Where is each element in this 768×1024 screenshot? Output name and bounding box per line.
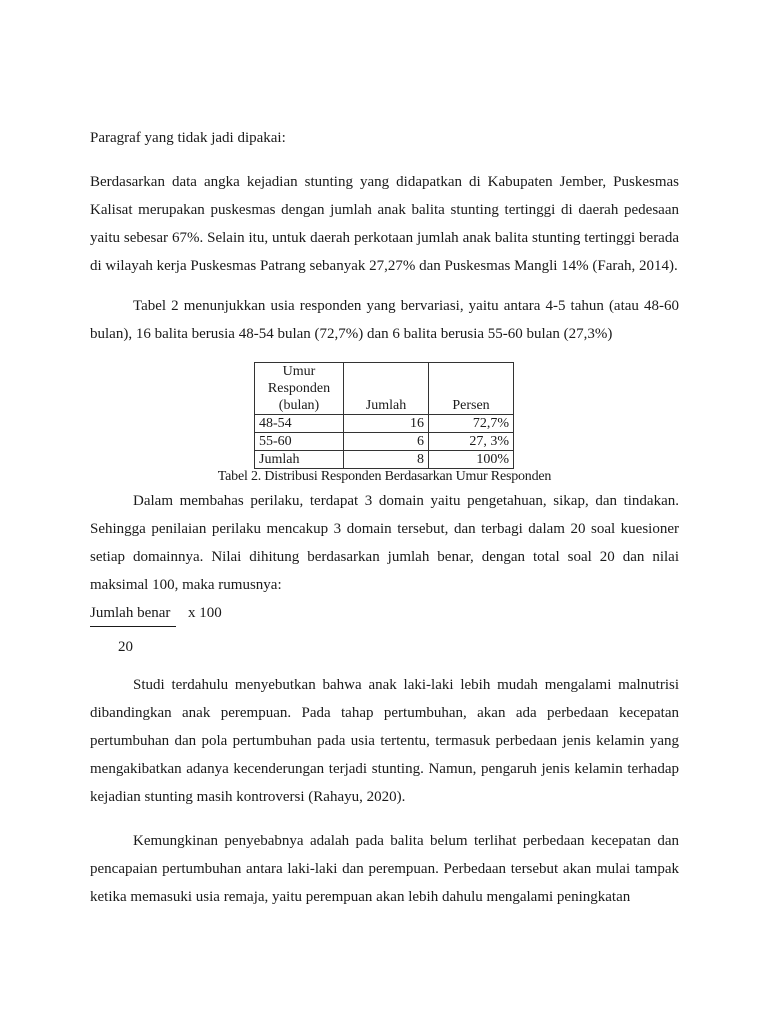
header-jumlah: Jumlah (344, 363, 429, 415)
formula-multiplier: x 100 (188, 605, 222, 621)
formula-numerator-text: Jumlah benar (90, 605, 171, 621)
table-header-row (255, 363, 514, 415)
paragraph-stunting-data: Berdasarkan data angka kejadian stunting yang didapatkan di Kabupaten Jember, Puskesmas Kalisat merupakan puskesmas dengan jumlah anak balita stunting tertinggi di daerah pedesaan yaitu sebesar 67%. Selain itu, untuk daerah perkotaan jumlah anak balita stunting tertinggi berada di wilayah kerja Puskesmas Patrang sebanyak 27,27% dan Puskesmas Mangli 14% (Farah, 2014). (90, 174, 679, 274)
header-umur-line1: Umur (282, 364, 316, 379)
cell-age-range: 55-60 (255, 433, 344, 451)
section-heading: Paragraf yang tidak jadi dipakai: (90, 130, 286, 146)
cell-total-percent: 100% (429, 451, 514, 469)
table-row (255, 433, 514, 451)
header-persen: Persen (429, 363, 514, 415)
formula-numerator (90, 599, 170, 627)
header-umur-line2: Responden (267, 381, 331, 396)
fraction-bar (90, 626, 176, 627)
table-row (255, 451, 514, 469)
document-page (90, 124, 679, 911)
cell-percent: 27, 3% (429, 433, 514, 451)
header-umur-responden (255, 363, 344, 415)
cell-count: 6 (344, 433, 429, 451)
table-row (255, 415, 514, 433)
cell-total-label: Jumlah (255, 451, 344, 469)
header-umur-line3: (bulan) (278, 398, 320, 413)
paragraph-behavior-domains: Dalam membahas perilaku, terdapat 3 domain yaitu pengetahuan, sikap, dan tindakan. Sehingga penilaian perilaku mencakup 3 domain tersebut, dan terbagi dalam 20 soal kuesioner setiap domainnya. Nilai dihitung berdasarkan jumlah benar, dengan total soal 20 dan nilai maksimal 100, maka rumusnya: (90, 493, 679, 593)
score-formula (90, 599, 679, 661)
cell-count: 16 (344, 415, 429, 433)
formula-denominator: 20 (118, 639, 133, 655)
cell-total-count: 8 (344, 451, 429, 469)
table-caption: Tabel 2. Distribusi Responden Berdasarkan Umur Responden (217, 469, 552, 484)
distribution-table (254, 362, 514, 469)
paragraph-table-intro: Tabel 2 menunjukkan usia responden yang bervariasi, yaitu antara 4-5 tahun (atau 48-60 bulan), 16 balita berusia 48-54 bulan (72,7%) dan 6 balita berusia 55-60 bulan (27,3%) (90, 298, 679, 342)
paragraph-gender-studies: Studi terdahulu menyebutkan bahwa anak laki-laki lebih mudah mengalami malnutrisi dibandingkan anak perempuan. Pada tahap pertumbuhan, akan ada perbedaan kecepatan pertumbuhan dan pola pertumbuhan pada usia tertentu, termasuk perbedaan jenis kelamin yang mengakibatkan adanya kecenderungan terjadi stunting. Namun, pengaruh jenis kelamin terhadap kejadian stunting masih kontroversi (Rahayu, 2020). (90, 677, 679, 805)
paragraph-possible-cause: Kemungkinan penyebabnya adalah pada balita belum terlihat perbedaan kecepatan dan pencapaian pertumbuhan antara laki-laki dan perempuan. Perbedaan tersebut akan mulai tampak ketika memasuki usia remaja, yaitu perempuan akan lebih dahulu mengalami peningkatan (90, 833, 679, 905)
cell-age-range: 48-54 (255, 415, 344, 433)
cell-percent: 72,7% (429, 415, 514, 433)
table-container (90, 362, 679, 485)
